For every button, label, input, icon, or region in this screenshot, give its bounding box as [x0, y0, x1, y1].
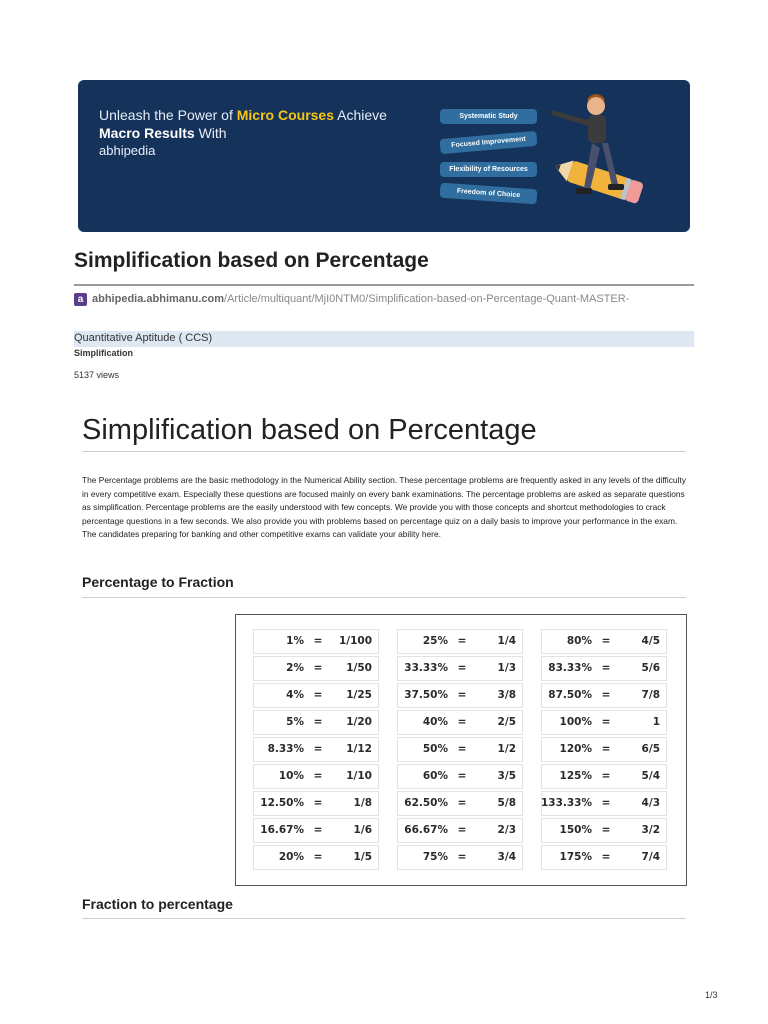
equals-sign: =: [313, 689, 323, 701]
percent-value: 175%: [559, 851, 592, 863]
percent-value: 40%: [422, 716, 448, 728]
equals-sign: =: [457, 689, 467, 701]
percent-value: 125%: [559, 770, 592, 782]
percent-value: 1%: [286, 635, 304, 647]
section-heading-percentage-to-fraction: Percentage to Fraction: [82, 574, 234, 590]
table-row: [397, 791, 523, 816]
equals-sign: =: [601, 662, 611, 674]
table-row: [541, 656, 667, 681]
title-divider: [74, 284, 694, 286]
table-row: [541, 845, 667, 870]
banner-pill-flexibility: Flexibility of Resources: [440, 162, 537, 177]
percent-value: 25%: [422, 635, 448, 647]
equals-sign: =: [457, 824, 467, 836]
table-column-1: [253, 629, 379, 872]
fraction-value: 4/5: [641, 635, 660, 647]
banner-headline-line1: Unleash the Power of Micro Courses Achieve: [99, 107, 387, 123]
page-number: 1/3: [705, 990, 718, 1000]
table-row: [253, 710, 379, 735]
fraction-value: 3/4: [497, 851, 516, 863]
view-count: 5137 views: [74, 370, 120, 380]
equals-sign: =: [457, 797, 467, 809]
fraction-value: 1/50: [346, 662, 372, 674]
percent-value: 50%: [422, 743, 448, 755]
equals-sign: =: [313, 797, 323, 809]
equals-sign: =: [457, 743, 467, 755]
section-divider: [82, 918, 686, 919]
fraction-value: 1/10: [346, 770, 372, 782]
percent-value: 8.33%: [267, 743, 304, 755]
percent-value: 33.33%: [404, 662, 448, 674]
fraction-value: 1/4: [497, 635, 516, 647]
fraction-value: 2/5: [497, 716, 516, 728]
table-row: [397, 683, 523, 708]
fraction-value: 1/25: [346, 689, 372, 701]
page-title: Simplification based on Percentage: [74, 249, 429, 272]
subcategory-label[interactable]: Simplification: [74, 348, 134, 358]
article-intro-paragraph: The Percentage problems are the basic methodology in the Numerical Ability section. These percentage problems are frequently asked in any levels of the difficulty in every competitive exam. Especially these questions are focused mainly on every bank examinations. The percentage problems are asked as separate questions as simplification. Percentage problems are the easily understood with few concepts. We provide you with those concepts and shortcut methodologies to crack percentage questions in a few seconds. We also provide you with problems based on percentage quiz on a daily basis to improve your performance in the exam. The candidates preparing for banking and other competitive exams can validate your ability here.: [82, 475, 686, 540]
percent-value: 60%: [422, 770, 448, 782]
equals-sign: =: [313, 851, 323, 863]
fraction-value: 1/8: [353, 797, 372, 809]
percent-value: 100%: [559, 716, 592, 728]
fraction-value: 6/5: [641, 743, 660, 755]
fraction-value: 5/4: [641, 770, 660, 782]
table-row: [253, 656, 379, 681]
fraction-value: 4/3: [641, 797, 660, 809]
percent-value: 83.33%: [548, 662, 592, 674]
fraction-value: 3/2: [641, 824, 660, 836]
article-title: Simplification based on Percentage: [82, 414, 537, 446]
equals-sign: =: [313, 716, 323, 728]
table-row: [541, 710, 667, 735]
equals-sign: =: [601, 797, 611, 809]
banner-headline-line2: Macro Results With: [99, 125, 227, 141]
table-row: [541, 683, 667, 708]
table-row: [541, 791, 667, 816]
equals-sign: =: [457, 635, 467, 647]
percent-value: 87.50%: [548, 689, 592, 701]
table-column-3: [541, 629, 667, 872]
percent-value: 66.67%: [404, 824, 448, 836]
equals-sign: =: [457, 851, 467, 863]
equals-sign: =: [313, 743, 323, 755]
equals-sign: =: [601, 743, 611, 755]
source-domain: abhipedia.abhimanu.com: [92, 293, 225, 305]
equals-sign: =: [601, 635, 611, 647]
percentage-fraction-table: [235, 614, 687, 886]
percent-value: 37.50%: [404, 689, 448, 701]
percent-value: 2%: [286, 662, 304, 674]
table-row: [397, 845, 523, 870]
percent-value: 10%: [278, 770, 304, 782]
table-row: [253, 791, 379, 816]
category-bar: [74, 331, 694, 347]
table-row: [253, 818, 379, 843]
fraction-value: 1/2: [497, 743, 516, 755]
section-divider: [82, 597, 686, 598]
percent-value: 150%: [559, 824, 592, 836]
percent-value: 20%: [278, 851, 304, 863]
equals-sign: =: [313, 770, 323, 782]
equals-sign: =: [601, 851, 611, 863]
source-path: /Article/multiquant/MjI0NTM0/Simplification-based-on-Percentage-Quant-MASTER-: [224, 293, 630, 305]
equals-sign: =: [601, 770, 611, 782]
equals-sign: =: [601, 824, 611, 836]
fraction-value: 1/20: [346, 716, 372, 728]
table-row: [397, 737, 523, 762]
table-row: [253, 683, 379, 708]
percent-value: 12.50%: [260, 797, 304, 809]
section-heading-fraction-to-percentage: Fraction to percentage: [82, 896, 233, 912]
table-row: [397, 629, 523, 654]
fraction-value: 1/6: [353, 824, 372, 836]
table-row: [541, 818, 667, 843]
banner-pill-focused-improvement: Focused Improvement: [440, 131, 538, 154]
table-row: [541, 629, 667, 654]
equals-sign: =: [457, 716, 467, 728]
table-row: [253, 845, 379, 870]
banner-pill-systematic-study: Systematic Study: [440, 109, 537, 124]
fraction-value: 5/6: [641, 662, 660, 674]
source-link[interactable]: [74, 291, 629, 307]
banner-brand: abhipedia: [99, 143, 156, 158]
equals-sign: =: [601, 689, 611, 701]
equals-sign: =: [601, 716, 611, 728]
banner-pill-freedom: Freedom of Choice: [440, 183, 538, 205]
table-row: [253, 629, 379, 654]
percent-value: 80%: [566, 635, 592, 647]
percent-value: 133.33%: [540, 797, 592, 809]
percent-value: 16.67%: [260, 824, 304, 836]
fraction-value: 1/3: [497, 662, 516, 674]
percent-value: 75%: [422, 851, 448, 863]
fraction-value: 1/100: [338, 635, 372, 647]
table-row: [397, 656, 523, 681]
fraction-value: 3/8: [497, 689, 516, 701]
article-title-divider: [82, 451, 686, 452]
equals-sign: =: [313, 824, 323, 836]
fraction-value: 2/3: [497, 824, 516, 836]
table-column-2: [397, 629, 523, 872]
boy-on-pencil-illustration: [546, 88, 656, 228]
percent-value: 4%: [286, 689, 304, 701]
category-label[interactable]: Quantitative Aptitude ( CCS): [74, 332, 213, 344]
equals-sign: =: [457, 662, 467, 674]
equals-sign: =: [313, 662, 323, 674]
fraction-value: 7/8: [641, 689, 660, 701]
fraction-value: 1: [652, 716, 660, 728]
table-row: [253, 764, 379, 789]
percent-value: 120%: [559, 743, 592, 755]
fraction-value: 7/4: [641, 851, 660, 863]
fraction-value: 1/5: [353, 851, 372, 863]
fraction-value: 1/12: [346, 743, 372, 755]
table-row: [397, 710, 523, 735]
equals-sign: =: [457, 770, 467, 782]
percent-value: 5%: [286, 716, 304, 728]
table-row: [397, 764, 523, 789]
percent-value: 62.50%: [404, 797, 448, 809]
fraction-value: 5/8: [497, 797, 516, 809]
table-row: [397, 818, 523, 843]
table-row: [253, 737, 379, 762]
promo-banner[interactable]: [78, 80, 690, 232]
table-row: [541, 764, 667, 789]
table-row: [541, 737, 667, 762]
fraction-value: 3/5: [497, 770, 516, 782]
equals-sign: =: [313, 635, 323, 647]
site-logo-icon: a: [74, 293, 87, 306]
